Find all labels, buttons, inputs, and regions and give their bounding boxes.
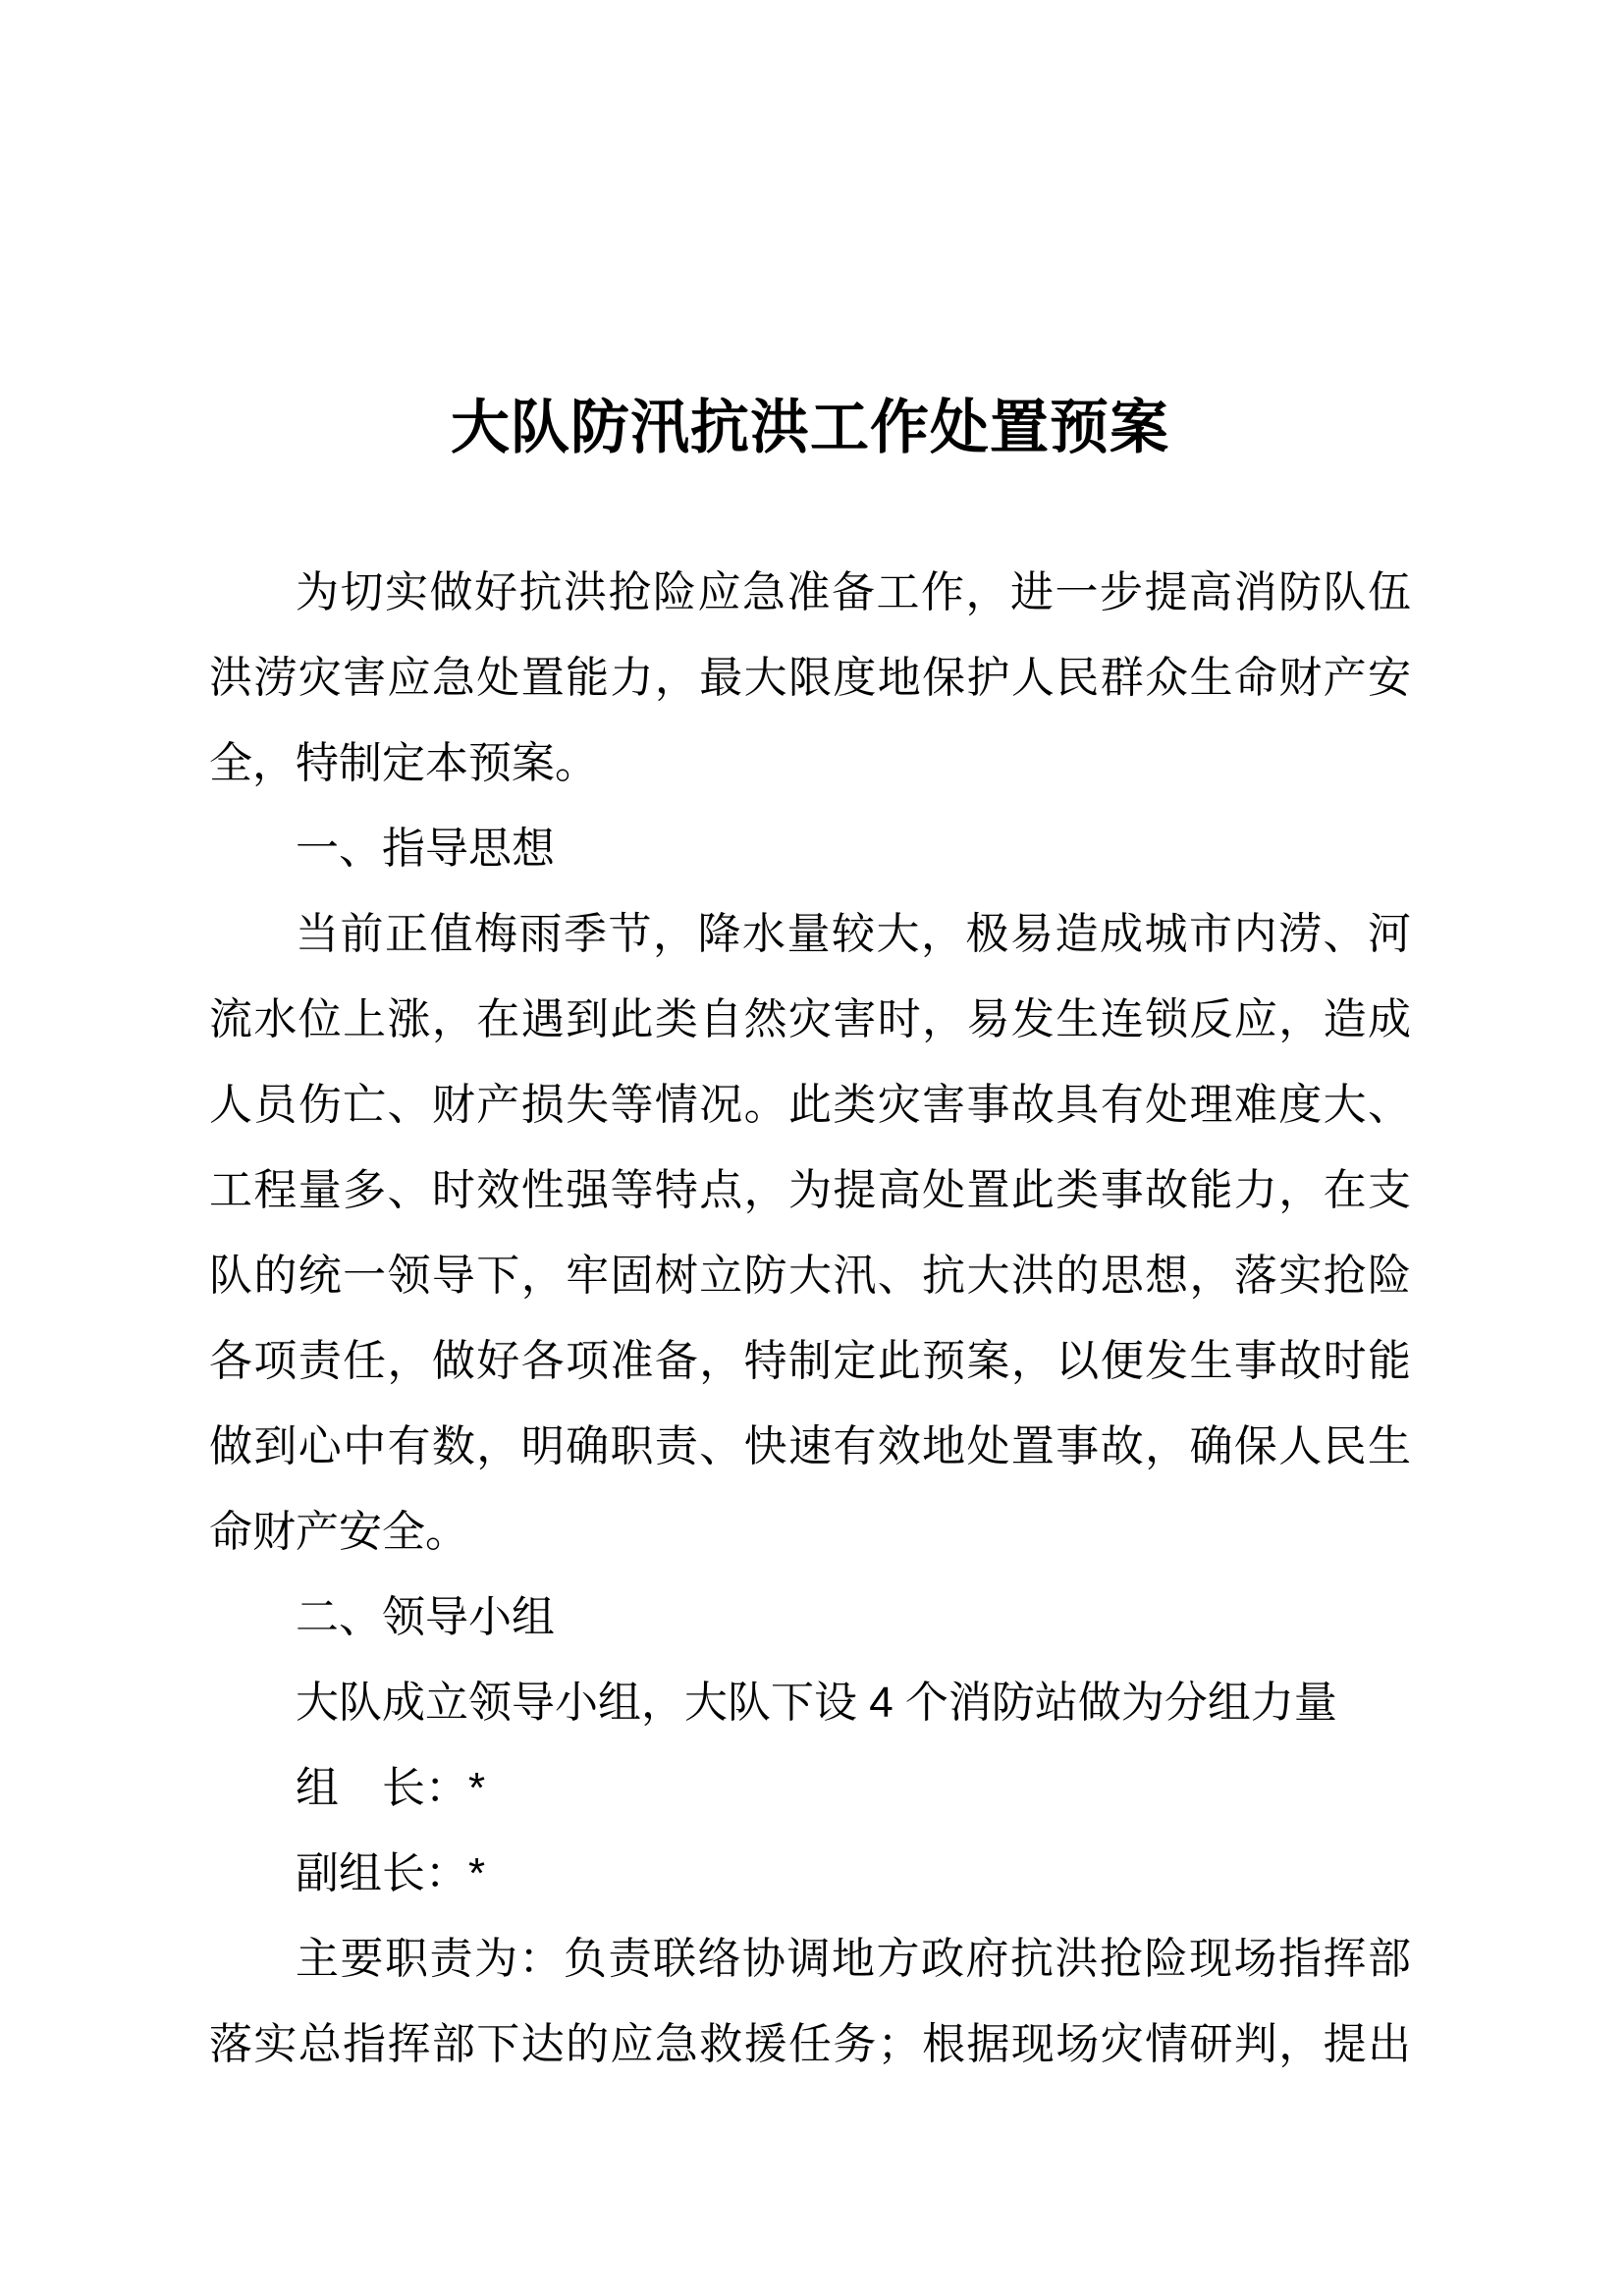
text-line: 洪涝灾害应急处置能力，最大限度地保护人民群众生命财产安: [209, 654, 1411, 702]
document-body: [209, 550, 1411, 2087]
text-line: 做到心中有数，明确职责、快速有效地处置事故，确保人民生: [209, 1422, 1411, 1470]
text-line: 主要职责为：负责联络协调地方政府抗洪抢险现场指挥部: [296, 1935, 1411, 1983]
text-line: 各项责任，做好各项准备，特制定此预案，以便发生事故时能: [209, 1337, 1411, 1385]
text-line: 命财产安全。: [209, 1508, 468, 1556]
text-line: 一、指导思想: [296, 825, 555, 873]
paragraph: [209, 1916, 1411, 2087]
text-line: 组 长：*: [296, 1764, 486, 1812]
section-heading: [209, 1575, 1411, 1660]
text-line: 副组长：*: [296, 1849, 486, 1897]
paragraph: [209, 1660, 1411, 1745]
paragraph: [209, 1745, 1411, 1831]
text-line: 人员伤亡、财产损失等情况。此类灾害事故具有处理难度大、: [209, 1081, 1411, 1129]
text-line: 落实总指挥部下达的应急救援任务；根据现场灾情研判，提出: [209, 2020, 1411, 2068]
section-heading: [209, 806, 1411, 891]
text-line: 工程量多、时效性强等特点，为提高处置此类事故能力，在支: [209, 1166, 1411, 1214]
text-line: 大队成立领导小组，大队下设 4 个消防站做为分组力量: [296, 1679, 1337, 1727]
text-line: 为切实做好抗洪抢险应急准备工作，进一步提高消防队伍: [296, 568, 1411, 616]
paragraph: [209, 891, 1411, 1575]
text-line: 当前正值梅雨季节，降水量较大，极易造成城市内涝、河: [296, 910, 1411, 958]
text-line: 二、领导小组: [296, 1593, 555, 1641]
paragraph: [209, 550, 1411, 806]
text-line: 全，特制定本预案。: [209, 739, 598, 787]
text-line: 流水位上涨，在遇到此类自然灾害时，易发生连锁反应，造成: [209, 995, 1411, 1043]
paragraph: [209, 1831, 1411, 1916]
document-title: 大队防汛抗洪工作处置预案: [451, 395, 1169, 460]
text-line: 队的统一领导下，牢固树立防大汛、抗大洪的思想，落实抢险: [209, 1252, 1411, 1300]
